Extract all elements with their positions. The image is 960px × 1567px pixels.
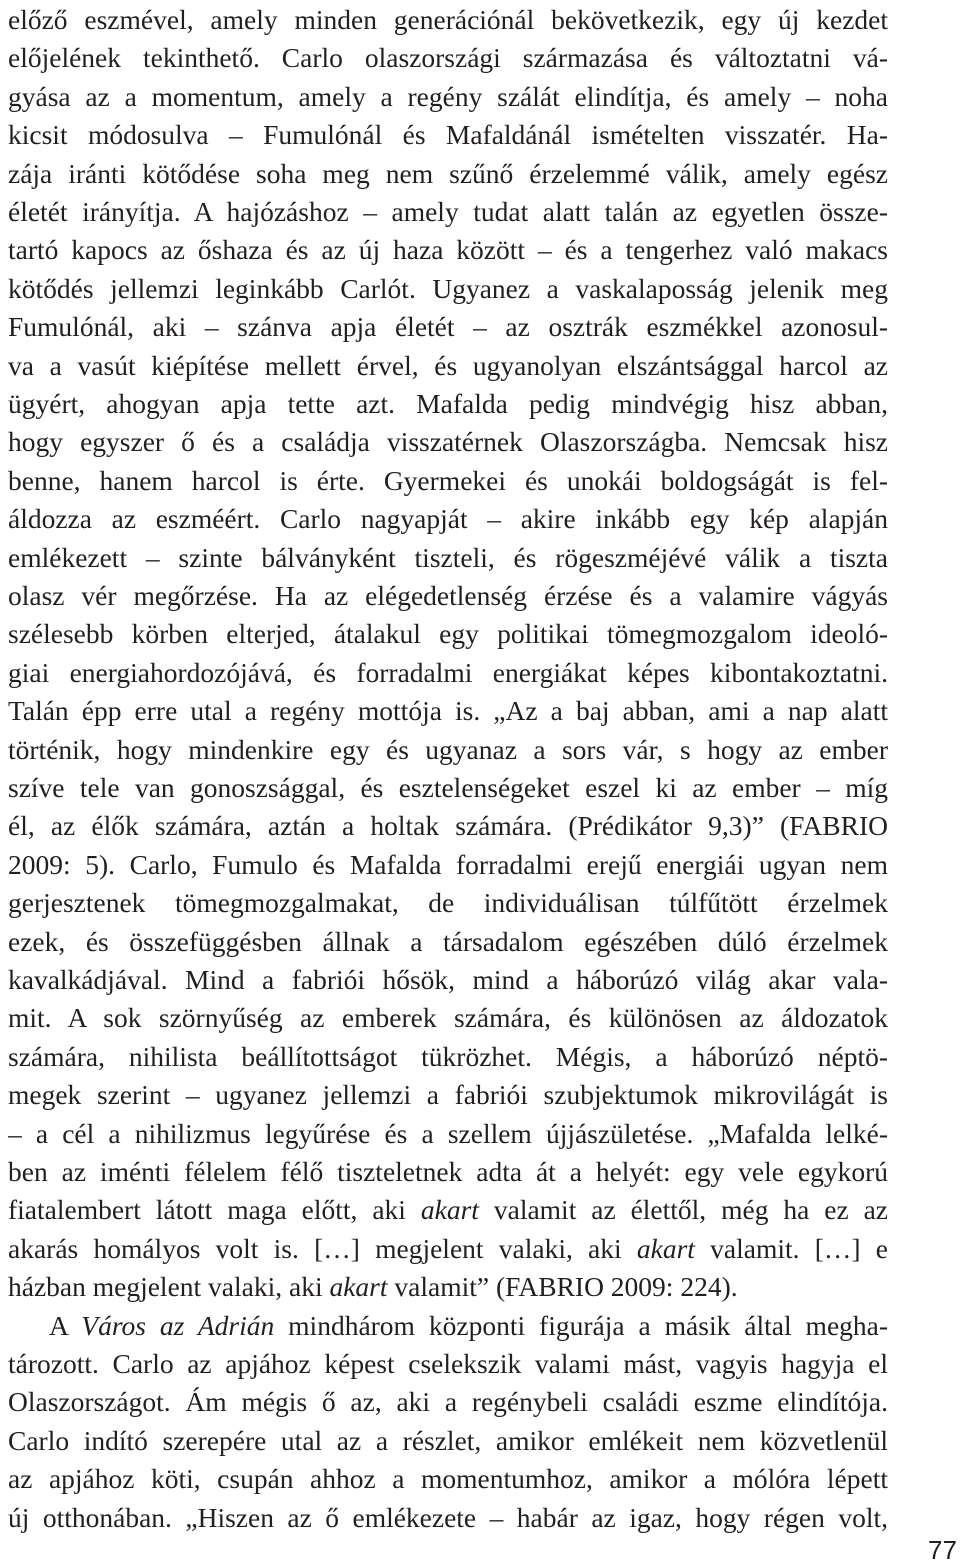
text-line: – a cél a nihilizmus legyűrése és a szellem újjászületése. „Mafalda lelké- bbox=[8, 1117, 888, 1149]
text-line: va a vasút kiépítése mellett érvel, és ugyanolyan elszántsággal harcol az bbox=[8, 349, 888, 381]
text-line: tartó kapocs az őshaza és az új haza között – és a tengerhez való makacs bbox=[8, 234, 888, 266]
text-line: gerjesztenek tömegmozgalmakat, de individuálisan túlfűtött érzelmek bbox=[8, 887, 888, 919]
text-line: akarás homályos volt is. […] megjelent valaki, aki akart valamit. […] e bbox=[8, 1232, 888, 1264]
text-line: giai energiahordozójává, és forradalmi energiákat képes kibontakoztatni. bbox=[8, 656, 888, 688]
text-line: zája iránti kötődése soha meg nem szűnő érzelemmé válik, amely egész bbox=[8, 157, 888, 189]
text-line: házban megjelent valaki, aki akart valamit” (FABRIO 2009: 224). bbox=[8, 1271, 738, 1303]
text-line: kötődés jellemzi leginkább Carlót. Ugyanez a vaskalaposság jelenik meg bbox=[8, 272, 888, 304]
text-line: életét irányítja. A hajózáshoz – amely tudat alatt talán az egyetlen össze- bbox=[8, 196, 888, 227]
text-line: Fumulónál, aki – szánva apja életét – az osztrák eszmékkel azonosul- bbox=[8, 311, 888, 343]
text-line: Olaszországot. Ám mégis ő az, aki a regénybeli családi eszme elindítója. bbox=[8, 1386, 888, 1418]
text-line: gyása az a momentum, amely a regény szálát elindítja, és amely – noha bbox=[8, 80, 888, 112]
text-line: mit. A sok szörnyűség az emberek számára, és különösen az áldozatok bbox=[8, 1002, 888, 1034]
text-line: megek szerint – ugyanez jellemzi a fabriói szubjektumok mikrovilágát is bbox=[8, 1079, 888, 1111]
text-line: emlékezett – szinte bálványként tiszteli, és rögeszméjévé válik a tiszta bbox=[8, 541, 888, 573]
text-line: ezek, és összefüggésben állnak a társadalom egészében dúló érzelmek bbox=[8, 925, 888, 957]
text-line: áldozza az eszméért. Carlo nagyapját – akire inkább egy kép alapján bbox=[8, 503, 888, 535]
text-line: számára, nihilista beállítottságot tükrözhet. Mégis, a háborúzó néptö- bbox=[8, 1040, 888, 1072]
page-number: 77 bbox=[928, 1535, 957, 1565]
text-line: ben az iménti félelem félő tiszteletnek adta át a helyét: egy vele egykorú bbox=[8, 1156, 888, 1187]
text-line: történik, hogy mindenkire egy és ugyanaz a sors vár, s hogy az ember bbox=[8, 733, 888, 765]
text-line: kavalkádjával. Mind a fabriói hősök, mind a háborúzó világ akar vala- bbox=[8, 964, 888, 995]
text-line: fiatalembert látott maga előtt, aki akart valamit az élettől, még ha ez az bbox=[8, 1194, 888, 1226]
text-line: hogy egyszer ő és a családja visszatérnek Olaszországba. Nemcsak hisz bbox=[8, 426, 888, 458]
text-line: tározott. Carlo az apjához képest cselekszik valami mást, vagyis hagyja el bbox=[8, 1348, 888, 1379]
paragraph-start-line: A Város az Adrián mindhárom központi figurája a másik által megha- bbox=[49, 1309, 888, 1341]
text-line: 2009: 5). Carlo, Fumulo és Mafalda forradalmi erejű energiái ugyan nem bbox=[8, 848, 888, 880]
text-line: kicsit módosulva – Fumulónál és Mafaldánál ismételten visszatér. Ha- bbox=[8, 119, 888, 151]
text-line: az apjához köti, csupán ahhoz a momentumhoz, amikor a mólóra lépett bbox=[8, 1463, 888, 1495]
text-line: szélesebb körben elterjed, átalakul egy politikai tömegmozgalom ideoló- bbox=[8, 618, 888, 650]
text-line: új otthonában. „Hiszen az ő emlékezete – habár az igaz, hogy régen volt, bbox=[8, 1501, 888, 1533]
text-line: Talán épp erre utal a regény mottója is. „Az a baj abban, ami a nap alatt bbox=[8, 695, 888, 727]
text-line: előző eszmével, amely minden generációnál bekövetkezik, egy új kezdet bbox=[8, 4, 888, 35]
text-line: Carlo indító szerepére utal az a részlet, amikor emlékeit nem közvetlenül bbox=[8, 1424, 888, 1456]
text-line: előjelének tekinthető. Carlo olaszországi származása és változtatni vá- bbox=[8, 42, 888, 74]
text-line: benne, hanem harcol is érte. Gyermekei és unokái boldogságát is fel- bbox=[8, 464, 888, 496]
text-line: ügyért, ahogyan apja tette azt. Mafalda pedig mindvégig hisz abban, bbox=[8, 388, 888, 419]
text-line: él, az élők számára, aztán a holtak számára. (Prédikátor 9,3)” (FABRIO bbox=[8, 810, 888, 842]
text-line: szíve tele van gonoszsággal, és esztelenségeket eszel ki az ember – míg bbox=[8, 772, 888, 803]
text-line: olasz vér megőrzése. Ha az elégedetlenség érzése és a valamire vágyás bbox=[8, 580, 888, 611]
